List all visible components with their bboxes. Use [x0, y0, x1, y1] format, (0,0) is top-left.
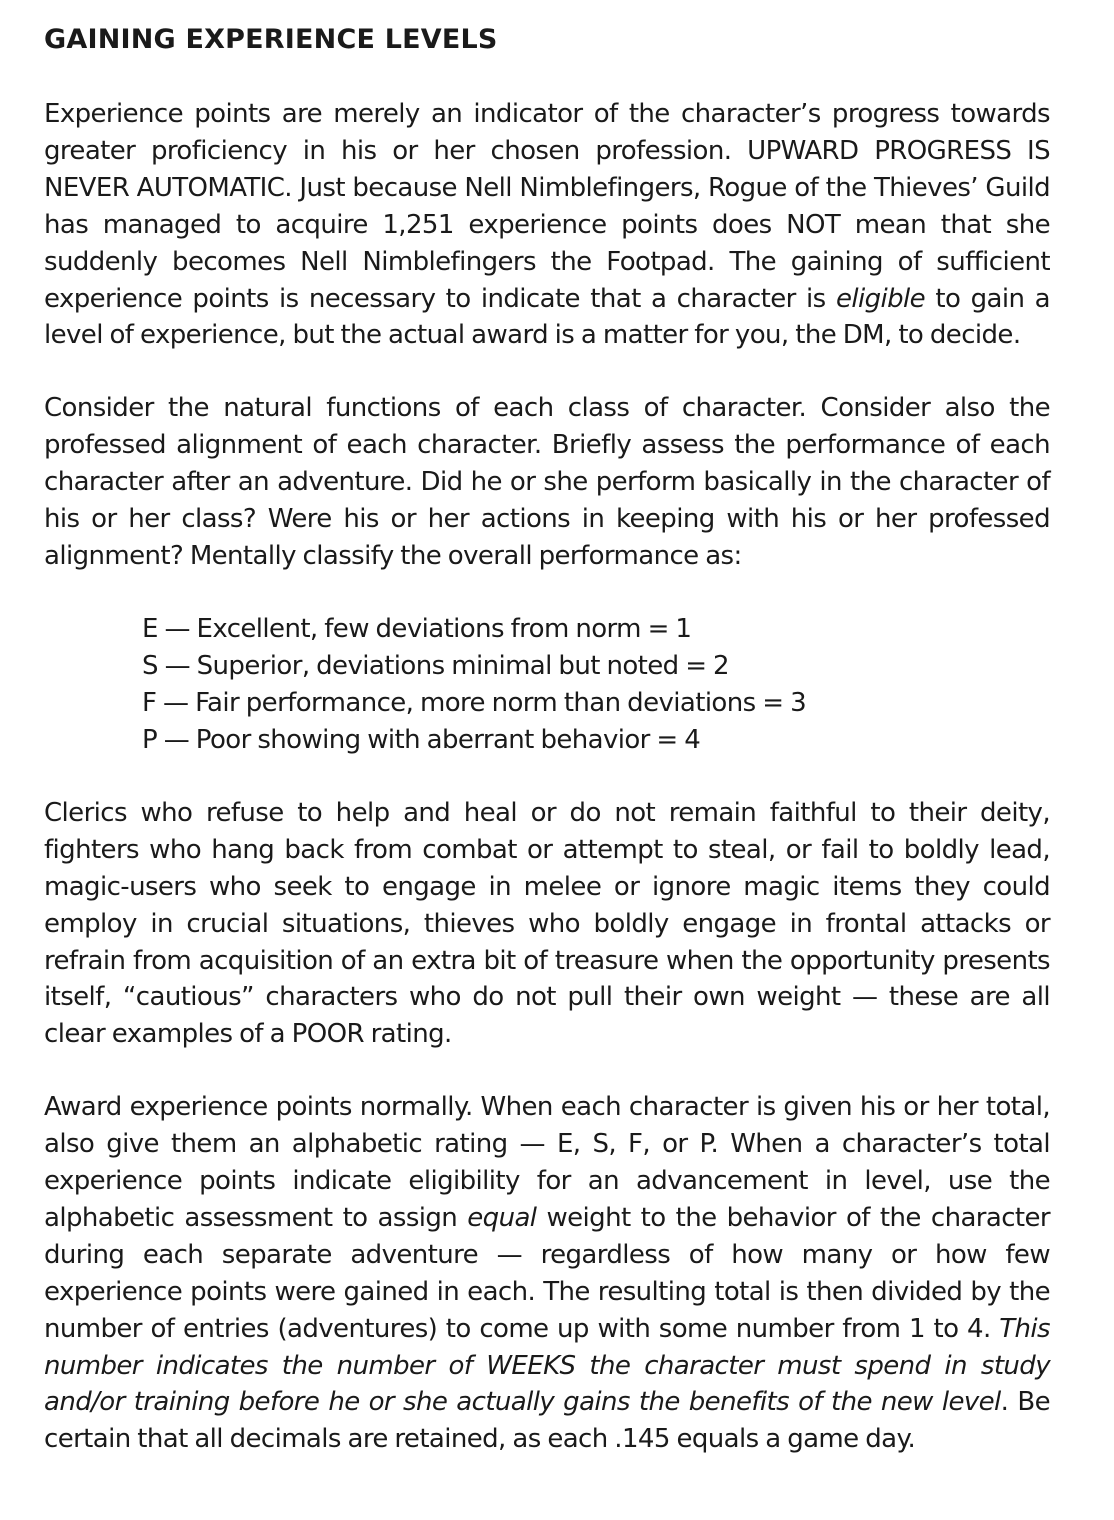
paragraph-experience-points [44, 96, 1050, 354]
emphasis-eligible: eligible [835, 283, 926, 314]
rating-item-s: S — Superior, deviations minimal but noted = 2 [142, 650, 729, 681]
rating-item-p: P — Poor showing with aberrant behavior = 4 [142, 724, 701, 755]
paragraph-text: Experience points are merely an indicator of the character’s progress towards greater proficiency in his or her chosen profession. UPWARD PROGRESS IS NEVER AUTOMATIC. Just because Nell Nimblefingers, Rogue of the Thieves’ Guild has managed to acquire 1,251 experience points does NOT mean that she suddenly becomes Nell Nimblefingers the Footpad. The gaining of sufficient experience points is necessary to indicate that a character is [44, 99, 1050, 314]
paragraph-award-procedure [44, 1089, 1050, 1458]
emphasis-weeks-rule: This number indicates the number of WEEKS the character must spend in study and/or training before he or she actually gains the benefits of the new level [44, 1313, 1050, 1418]
section-heading: GAINING EXPERIENCE LEVELS [44, 24, 498, 55]
paragraph-class-functions: Consider the natural functions of each class of character. Consider also the professed alignment of each character. Briefly assess the performance of each character after an adventure. Did he or she perform basically in the character of his or her class? Were his or her actions in keeping with his or her professed alignment? Mentally classify the overall performance as: [44, 393, 1050, 571]
paragraph-text: Award experience points normally. When each character is given his or her total, also give them an alphabetic rating — E, S, F, or P. When a character’s total experience points indicate eligibility for an advancement in level, use the alphabetic assessment to assign [44, 1092, 1050, 1233]
paragraph-text: . Be certain that all decimals are retained, as each .145 equals a game day. [44, 1387, 1050, 1455]
paragraph-poor-examples: Clerics who refuse to help and heal or do not remain faithful to their deity, fighters who hang back from combat or attempt to steal, or fail to boldly lead, magic-users who seek to engage in melee or ignore magic items they could employ in crucial situations, thieves who boldly engage in frontal attacks or refrain from acquisition of an extra bit of treasure when the opportunity presents itself, “cautious” characters who do not pull their own weight — these are all clear examples of a POOR rating. [44, 797, 1050, 1050]
paragraph-text: weight to the behavior of the character during each separate adventure — regardless of how many or how few experience points were gained in each. The resulting total is then divided by the number of entries (adventures) to come up with some number from 1 to 4. [44, 1202, 1050, 1344]
document-page [44, 22, 1050, 1494]
rating-item-f: F — Fair performance, more norm than deviations = 3 [142, 687, 807, 718]
rating-list [44, 611, 1050, 759]
paragraph-text: to gain a level of experience, but the actual award is a matter for you, the DM, to decide. [44, 283, 1050, 351]
rating-item-e: E — Excellent, few deviations from norm = 1 [142, 613, 692, 644]
emphasis-equal: equal [467, 1202, 537, 1233]
